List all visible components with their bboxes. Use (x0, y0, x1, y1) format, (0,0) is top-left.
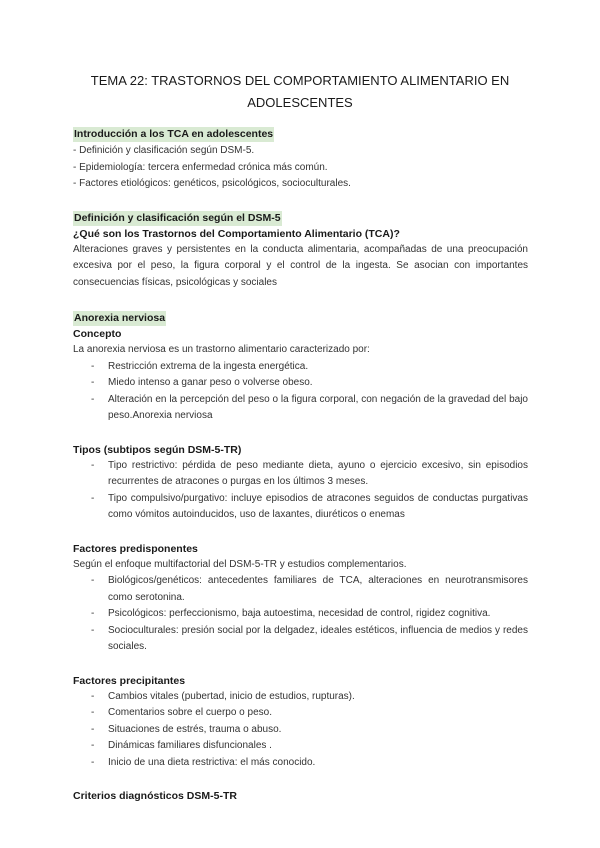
title-line-2: ADOLESCENTES (247, 95, 353, 110)
section-anorexia (73, 308, 528, 804)
page-title (60, 70, 540, 114)
precipitantes-list (73, 689, 528, 772)
list-item: - Biológicos/genéticos: antecedentes familiares de TCA, alteraciones en neurotransmisores como serotonina. (73, 573, 528, 606)
list-item: - Situaciones de estrés, trauma o abuso. (73, 722, 528, 739)
intro-item: - Definición y clasificación según DSM-5. (73, 145, 255, 156)
list-item: - Miedo intenso a ganar peso o volverse obeso. (73, 375, 528, 392)
predisponentes-intro: Según el enfoque multifactorial del DSM-5-TR y estudios complementarios. (73, 558, 407, 570)
list-item: - Alteración en la percepción del peso o la figura corporal, con negación de la gravedad del bajo peso.Anorexia nerviosa (73, 392, 528, 425)
list-item: - Tipo compulsivo/purgativo: incluye episodios de atracones seguidos de conductas purgativas como vómitos autoinducidos, uso de laxantes, diuréticos o enemas (73, 491, 528, 524)
tipos-title: Tipos (subtipos según DSM-5-TR) (73, 443, 242, 456)
definicion-question: ¿Qué son los Trastornos del Comportamiento Alimentario (TCA)? (73, 227, 400, 240)
precipitantes-title: Factores precipitantes (73, 674, 186, 687)
section-heading-anorexia: Anorexia nerviosa (74, 312, 166, 324)
list-item: - Socioculturales: presión social por la delgadez, ideales estéticos, influencia de medios y redes sociales. (73, 623, 528, 656)
definicion-paragraph: Alteraciones graves y persistentes en la conducta alimentaria, acompañadas de una preocupación excesiva por el peso, la figura corporal y el control de la ingesta. Se asocian con importantes consecuencias físicas, psicológicas y sociales (73, 243, 528, 288)
concepto-list (73, 359, 528, 425)
concepto-intro: La anorexia nerviosa es un trastorno alimentario caracterizado por: (73, 344, 370, 355)
title-line-1: TEMA 22: TRASTORNOS DEL COMPORTAMIENTO ALIMENTARIO EN (90, 73, 510, 88)
intro-item: - Factores etiológicos: genéticos, psicológicos, socioculturales. (73, 178, 351, 189)
list-item: - Restricción extrema de la ingesta energética. (73, 359, 528, 376)
list-item: - Cambios vitales (pubertad, inicio de estudios, rupturas). (73, 689, 528, 706)
list-item: - Dinámicas familiares disfuncionales . (73, 738, 528, 755)
section-heading-definicion: Definición y clasificación según el DSM-5 (74, 211, 281, 224)
criterios-title: Criterios diagnósticos DSM-5-TR (73, 790, 237, 802)
list-item: - Inicio de una dieta restrictiva: el más conocido. (73, 755, 528, 772)
tipos-list (73, 458, 528, 524)
list-item: - Comentarios sobre el cuerpo o peso. (73, 705, 528, 722)
section-heading-intro: Introducción a los TCA en adolescentes (74, 128, 274, 140)
section-intro (73, 124, 528, 193)
predisponentes-title: Factores predisponentes (73, 542, 198, 555)
document-body (73, 124, 528, 804)
list-item: - Tipo restrictivo: pérdida de peso mediante dieta, ayuno o ejercicio excesivo, sin episodios recurrentes de atracones o purgas en los últimos 3 meses. (73, 458, 528, 491)
section-definicion (73, 208, 528, 292)
intro-item: - Epidemiología: tercera enfermedad crónica más común. (73, 161, 328, 173)
list-item: - Psicológicos: perfeccionismo, baja autoestima, necesidad de control, rigidez cognitiva. (73, 606, 528, 623)
concepto-title: Concepto (73, 328, 122, 340)
predisponentes-list (73, 573, 528, 656)
